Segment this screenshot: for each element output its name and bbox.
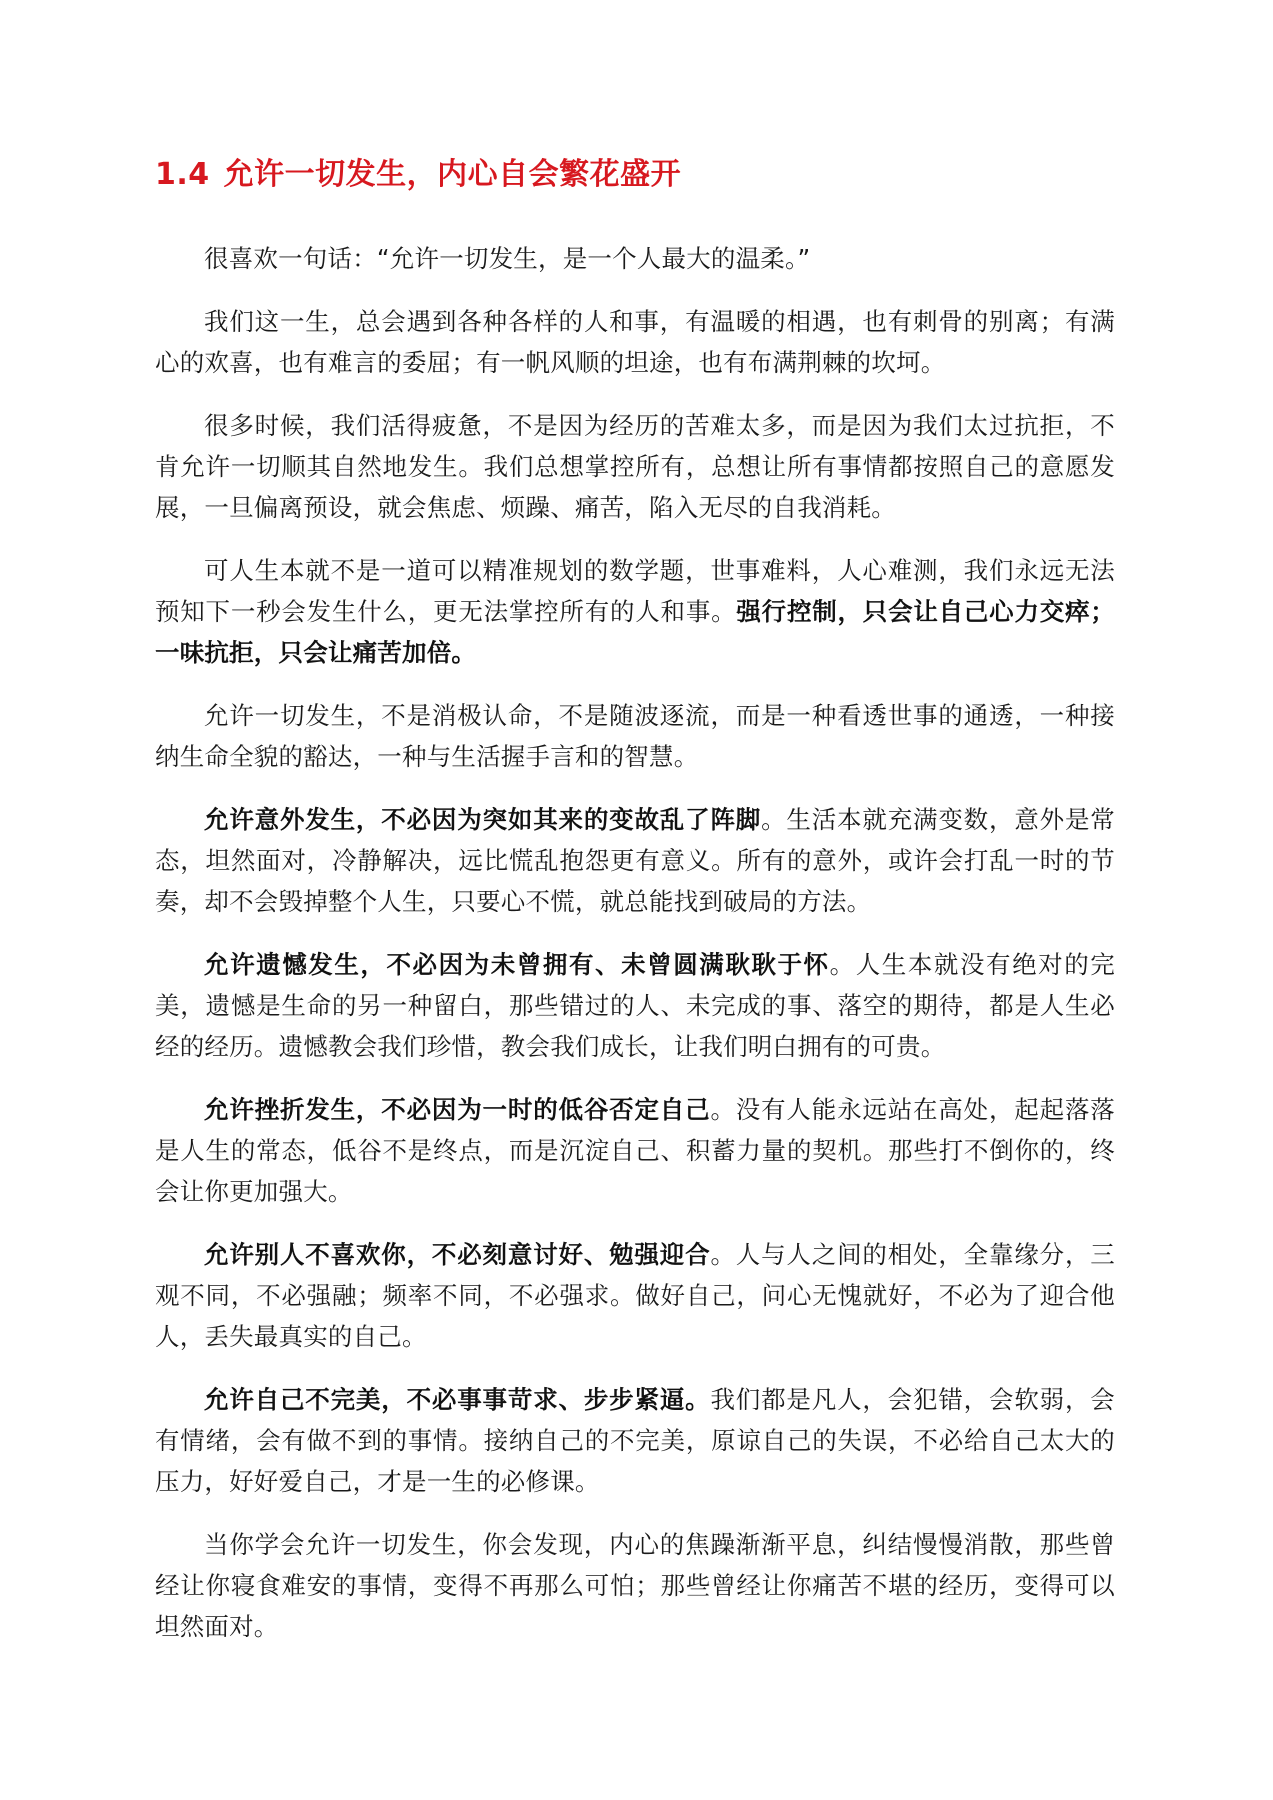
paragraph-1	[155, 238, 1115, 279]
paragraph-9	[155, 1234, 1115, 1357]
paragraph-text: 很喜欢一句话：“允许一切发生，是一个人最大的温柔。”	[204, 244, 811, 273]
paragraph-lead: 允许遗憾发生，不必因为未曾拥有、未曾圆满耿耿于怀	[204, 950, 830, 979]
paragraph-text: 当你学会允许一切发生，你会发现，内心的焦躁渐渐平息，纠结慢慢消散，那些曾经让你寝食难安的事情，变得不再那么可怕；那些曾经让你痛苦不堪的经历，变得可以坦然面对。	[155, 1530, 1115, 1641]
section-title: 允许一切发生，内心自会繁花盛开	[223, 157, 682, 192]
paragraph-lead: 允许挫折发生，不必因为一时的低谷否定自己	[204, 1095, 711, 1124]
paragraph-lead: 允许意外发生，不必因为突如其来的变故乱了阵脚	[204, 805, 762, 834]
paragraph-11	[155, 1524, 1115, 1647]
paragraph-text: 。人与人之间的相处，全靠缘分，三观不同，不必强融；频率不同，不必强求。做好自己，问心无愧就好，不必为了迎合他人，丢失最真实的自己。	[155, 1240, 1115, 1351]
paragraph-6	[155, 799, 1115, 922]
paragraph-5	[155, 695, 1115, 777]
paragraph-8	[155, 1089, 1115, 1212]
paragraph-10	[155, 1379, 1115, 1502]
paragraph-2	[155, 301, 1115, 383]
paragraph-text: 。生活本就充满变数，意外是常态，坦然面对，冷静解决，远比慌乱抱怨更有意义。所有的意外，或许会打乱一时的节奏，却不会毁掉整个人生，只要心不慌，就总能找到破局的方法。	[155, 805, 1115, 916]
paragraph-emphasis: 强行控制，只会让自己心力交瘁；一味抗拒，只会让痛苦加倍。	[155, 597, 1115, 667]
paragraph-7	[155, 944, 1115, 1067]
paragraph-lead: 允许自己不完美，不必事事苛求、步步紧逼。	[204, 1385, 711, 1414]
document-page	[155, 150, 1115, 1669]
paragraph-text: 我们都是凡人，会犯错，会软弱，会有情绪，会有做不到的事情。接纳自己的不完美，原谅自己的失误，不必给自己太大的压力，好好爱自己，才是一生的必修课。	[155, 1385, 1115, 1496]
paragraph-4	[155, 550, 1115, 673]
paragraph-text: 允许一切发生，不是消极认命，不是随波逐流，而是一种看透世事的通透，一种接纳生命全貌的豁达，一种与生活握手言和的智慧。	[155, 701, 1115, 771]
paragraph-text: 。没有人能永远站在高处，起起落落是人生的常态，低谷不是终点，而是沉淀自己、积蓄力量的契机。那些打不倒你的，终会让你更加强大。	[155, 1095, 1115, 1206]
paragraph-text: 。人生本就没有绝对的完美，遗憾是生命的另一种留白，那些错过的人、未完成的事、落空的期待，都是人生必经的经历。遗憾教会我们珍惜，教会我们成长，让我们明白拥有的可贵。	[155, 950, 1115, 1061]
paragraph-lead: 允许别人不喜欢你，不必刻意讨好、勉强迎合	[204, 1240, 711, 1269]
paragraph-text: 我们这一生，总会遇到各种各样的人和事，有温暖的相遇，也有刺骨的别离；有满心的欢喜，也有难言的委屈；有一帆风顺的坦途，也有布满荆棘的坎坷。	[155, 307, 1115, 377]
paragraph-text: 很多时候，我们活得疲惫，不是因为经历的苦难太多，而是因为我们太过抗拒，不肯允许一切顺其自然地发生。我们总想掌控所有，总想让所有事情都按照自己的意愿发展，一旦偏离预设，就会焦虑、烦躁、痛苦，陷入无尽的自我消耗。	[155, 411, 1115, 522]
paragraph-3	[155, 405, 1115, 528]
section-number: 1.4	[155, 157, 210, 192]
section-heading	[155, 150, 1115, 200]
paragraph-text: 可人生本就不是一道可以精准规划的数学题，世事难料，人心难测，我们永远无法预知下一秒会发生什么，更无法掌控所有的人和事。	[155, 556, 1115, 626]
